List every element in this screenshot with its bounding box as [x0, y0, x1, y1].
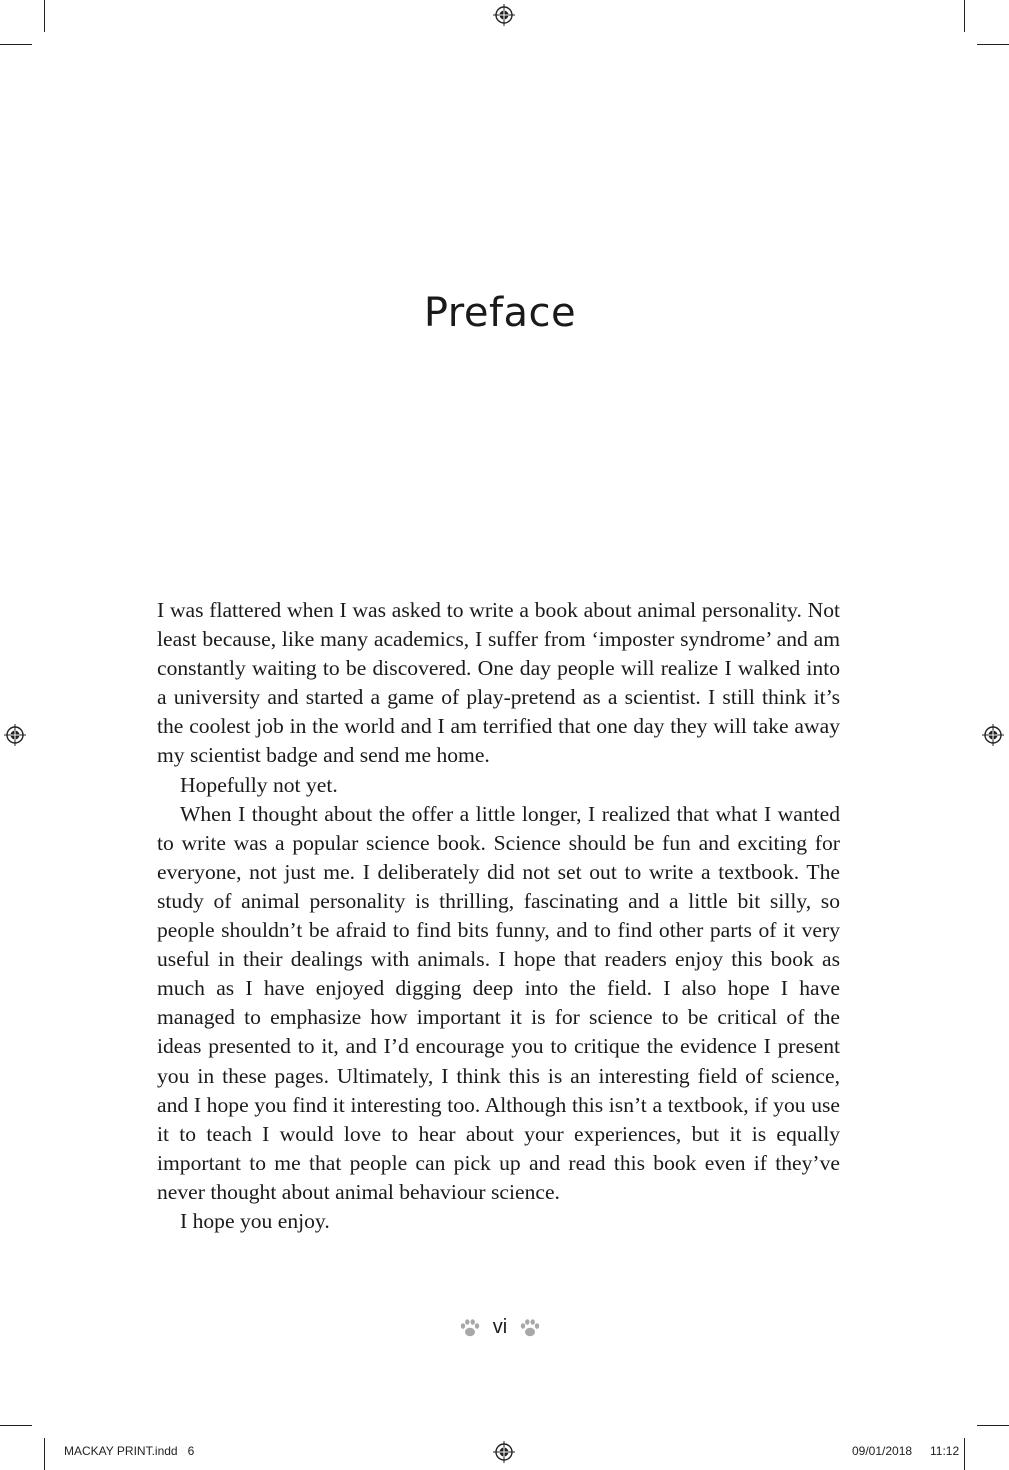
paragraph: I was flattered when I was asked to write a book about animal personality. Not least because, like many academics, I suffer from ‘imposter syndrome’ and am constantly waiting to be discovered. One day people will realize I walked into a university and started a game of play-pretend as a scientist. I still think it’s the coolest job in the world and I am terrified that one day they will take away my scientist badge and send me home.	[157, 598, 840, 768]
registration-mark-bottom-icon	[493, 1441, 515, 1463]
page-number: vi	[492, 1316, 508, 1338]
paragraph: I hope you enjoy.	[180, 1208, 330, 1233]
paragraph: Hopefully not yet.	[180, 772, 338, 797]
paw-print-icon	[519, 1317, 541, 1339]
slug-time: 11:12	[930, 1444, 960, 1458]
body-text	[157, 596, 840, 1236]
registration-mark-top-icon	[493, 4, 515, 26]
registration-mark-left-icon	[4, 724, 26, 746]
crop-mark-bottom-left-vertical	[44, 1438, 45, 1470]
slug-date: 09/01/2018	[852, 1444, 913, 1458]
crop-mark-bottom-left-horizontal	[0, 1425, 32, 1426]
crop-mark-top-left-vertical	[44, 0, 45, 32]
slug-filename: MACKAY PRINT.indd 6	[64, 1444, 195, 1458]
paragraph: When I thought about the offer a little longer, I realized that what I wanted to write was a popular science book. Science should be fun and exciting for everyone, not just me. I deliberately did not set out to write a textbook. The study of animal personality is thrilling, fascinating and a little bit silly, so people shouldn’t be afraid to find bits funny, and to find other parts of it very useful in their dealings with animals. I hope that readers enjoy this book as much as I have enjoyed digging deep into the field. I also hope I have managed to emphasize how important it is for science to be critical of the ideas presented to it, and I’d encourage you to critique the evidence I present you in these pages. Ultimately, I think this is an interesting field of science, and I hope you find it interesting too. Although this isn’t a textbook, if you use it to teach I would love to hear about your experiences, but it is equally important to me that people can pick up and read this book even if they’ve never thought about animal behaviour science.	[157, 801, 840, 1204]
paw-print-icon	[459, 1317, 481, 1339]
crop-mark-top-left-horizontal	[0, 44, 32, 45]
chapter-title: Preface	[423, 290, 577, 336]
page-folio	[0, 1316, 1000, 1339]
crop-mark-bottom-right-horizontal	[977, 1425, 1009, 1426]
registration-mark-right-icon	[982, 724, 1004, 746]
crop-mark-bottom-right-vertical	[964, 1438, 965, 1470]
crop-mark-top-right-horizontal	[977, 44, 1009, 45]
crop-mark-top-right-vertical	[964, 0, 965, 32]
